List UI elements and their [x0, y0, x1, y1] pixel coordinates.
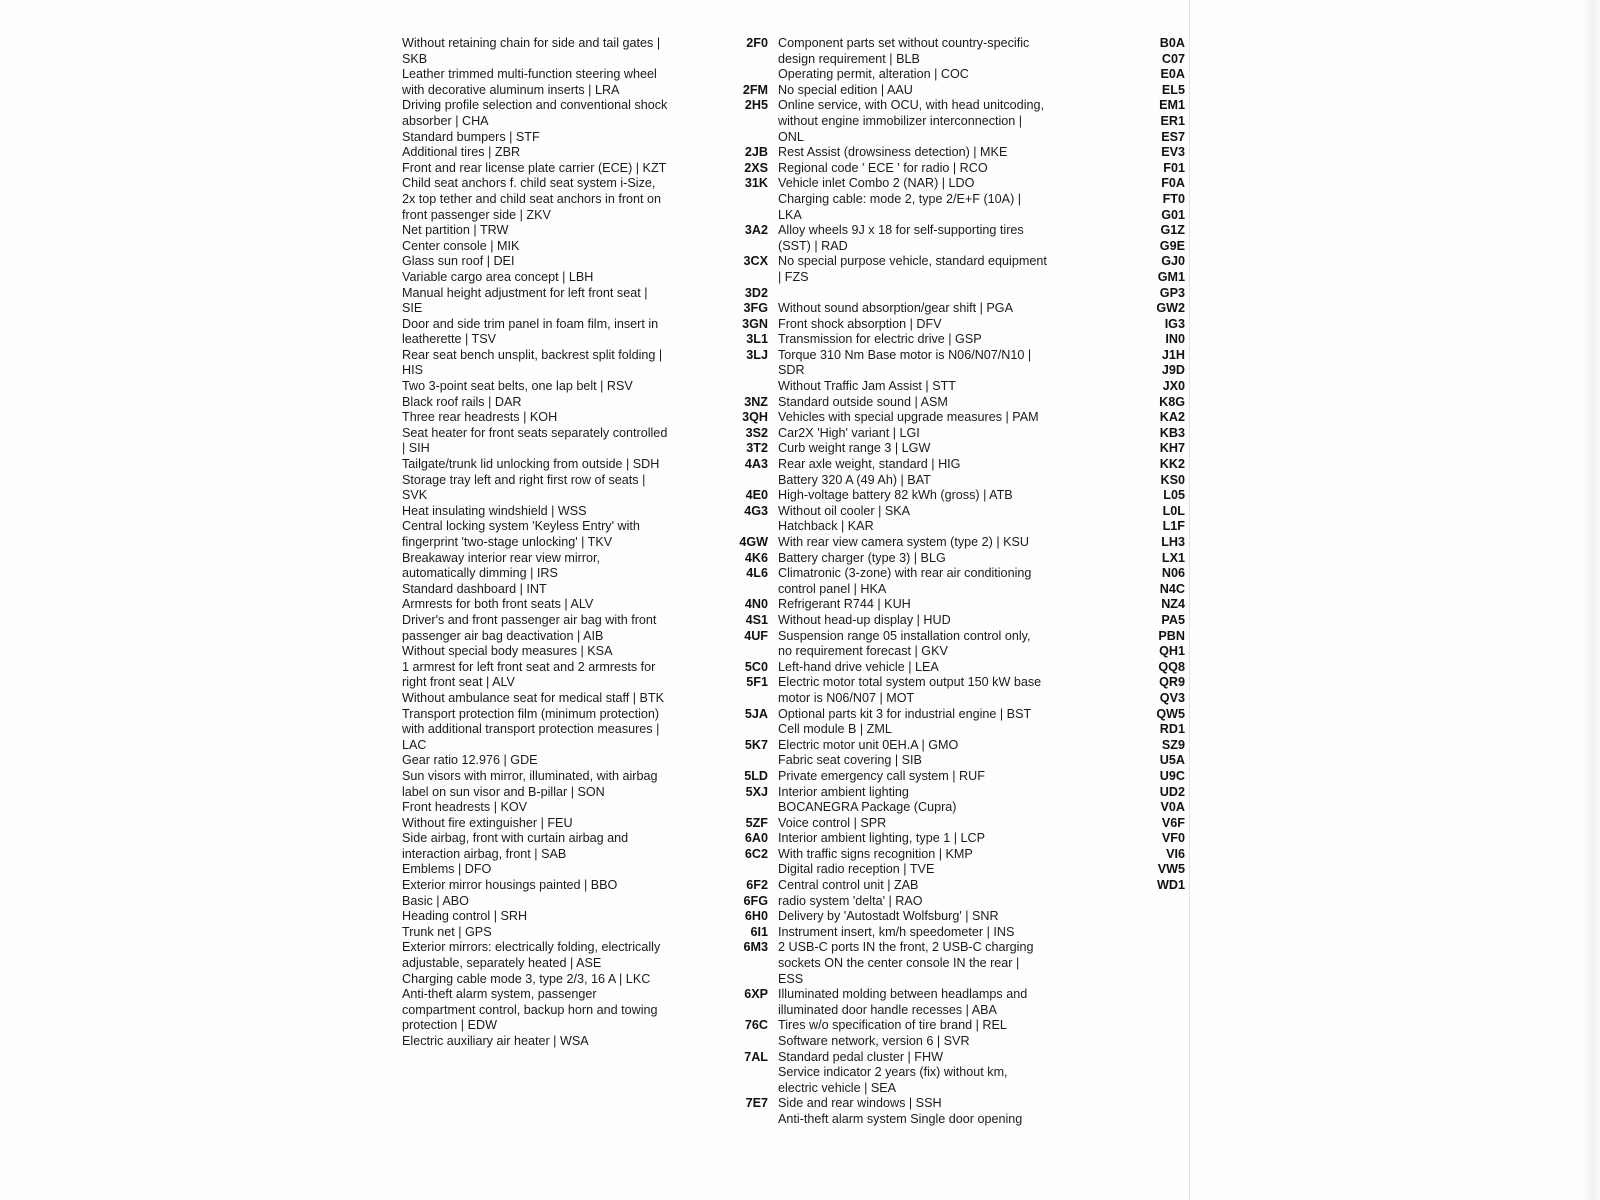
code-row	[732, 566, 1047, 597]
option-description: Vehicle inlet Combo 2 (NAR) | LDO	[778, 176, 975, 191]
option-description: Cell module B | ZML	[778, 722, 892, 737]
code-row	[732, 847, 1047, 863]
equipment-entry: Armrests for both front seats | ALV	[402, 597, 594, 612]
pr-code: LX1	[1161, 550, 1185, 565]
option-code: 76C	[744, 1018, 768, 1033]
option-code: 3L1	[746, 332, 768, 347]
option-code: 4A3	[744, 457, 768, 472]
equipment-entry: 1 armrest for left front seat and 2 armrests for right front seat | ALV	[402, 659, 656, 690]
pr-code: GP3	[1159, 285, 1185, 300]
pr-code: QH1	[1159, 644, 1185, 659]
pr-code: GM1	[1157, 269, 1185, 284]
option-description: Without oil cooler | SKA	[778, 503, 911, 518]
equipment-entry: Charging cable mode 3, type 2/3, 16 A | LKC	[402, 971, 651, 986]
code-row	[732, 909, 1047, 925]
option-description: Digital radio reception | TVE	[778, 862, 935, 877]
code-row	[732, 597, 1047, 613]
option-description: Central control unit | ZAB	[778, 878, 919, 893]
option-description: Instrument insert, km/h speedometer | INS	[778, 924, 1015, 939]
code-row	[732, 707, 1047, 723]
code-row	[732, 551, 1047, 567]
option-code: 3S2	[745, 425, 768, 440]
code-row	[732, 1065, 1047, 1096]
equipment-entry: Gear ratio 12.976 | GDE	[402, 753, 538, 768]
code-row	[732, 161, 1047, 177]
pr-code: U5A	[1159, 753, 1185, 768]
equipment-entry: Standard bumpers | STF	[402, 129, 540, 144]
pr-code: EL5	[1161, 82, 1185, 97]
code-row	[732, 629, 1047, 660]
code-row	[732, 395, 1047, 411]
pr-code: FT0	[1162, 191, 1185, 206]
pr-code: G1Z	[1160, 223, 1185, 238]
option-code: 2H5	[744, 98, 768, 113]
equipment-entry: Child seat anchors f. child seat system i-Size, 2x top tether and child seat anchors in front on front passenger side | ZKV	[402, 176, 662, 222]
pr-code: EV3	[1161, 145, 1185, 160]
option-description: Software network, version 6 | SVR	[778, 1034, 970, 1048]
option-description: High-voltage battery 82 kWh (gross) | ATB	[778, 488, 1013, 503]
pr-code: VF0	[1161, 831, 1185, 846]
option-code: 6FG	[743, 893, 768, 908]
code-row	[732, 488, 1047, 504]
option-code: 6XP	[744, 987, 768, 1002]
pr-code: IN0	[1165, 332, 1185, 347]
code-row	[732, 940, 1047, 987]
option-description: Torque 310 Nm Base motor is N06/N07/N10 | SDR	[778, 347, 1032, 378]
option-description: Interior ambient lighting, type 1 | LCP	[778, 831, 985, 846]
option-code: 5C0	[744, 659, 768, 674]
code-row	[732, 925, 1047, 941]
option-code: 2XS	[744, 160, 768, 175]
option-description: Side and rear windows | SSH	[778, 1096, 942, 1111]
pr-code: B0A	[1159, 36, 1185, 50]
code-row	[732, 1050, 1047, 1066]
option-description: Illuminated molding between headlamps and illuminated door handle recesses | ABA	[778, 987, 1028, 1017]
equipment-entry: Tailgate/trunk lid unlocking from outside | SDH	[402, 457, 660, 472]
option-description: radio system 'delta' | RAO	[778, 893, 923, 908]
equipment-description-column	[402, 36, 670, 1050]
code-row	[732, 660, 1047, 676]
code-row	[732, 1096, 1047, 1112]
option-description: Service indicator 2 years (fix) without km, electric vehicle | SEA	[778, 1065, 1008, 1095]
option-description: Online service, with OCU, with head unitcoding, without engine immobilizer interconnection | ONL	[778, 98, 1044, 144]
option-code: 4N0	[744, 597, 768, 612]
pr-code: G9E	[1159, 238, 1185, 253]
equipment-entry: Without ambulance seat for medical staff | BTK	[402, 690, 665, 705]
option-description: Private emergency call system | RUF	[778, 768, 985, 783]
equipment-entry: Center console | MIK	[402, 238, 520, 253]
option-description: Suspension range 05 installation control only, no requirement forecast | GKV	[778, 628, 1031, 659]
code-row	[732, 145, 1047, 161]
option-description: Tires w/o specification of tire brand | REL	[778, 1018, 1007, 1033]
option-code: 3T2	[746, 441, 768, 456]
pr-code: EM1	[1159, 98, 1185, 113]
code-row	[732, 410, 1047, 426]
equipment-entry: Central locking system 'Keyless Entry' with fingerprint 'two-stage unlocking' | TKV	[402, 519, 640, 549]
code-row	[732, 286, 1047, 302]
code-row	[732, 738, 1047, 754]
option-code: 3CX	[743, 254, 768, 269]
pr-code: F0A	[1161, 176, 1185, 191]
code-row	[732, 535, 1047, 551]
option-code: 6F2	[746, 878, 768, 893]
code-row	[732, 769, 1047, 785]
code-row	[732, 1034, 1047, 1050]
option-code: 6I1	[750, 924, 768, 939]
pr-code: V6F	[1161, 815, 1185, 830]
pr-code: JX0	[1162, 379, 1185, 394]
pr-code: G01	[1161, 207, 1185, 222]
code-row	[732, 348, 1047, 379]
option-description	[778, 286, 1047, 302]
option-code: 5JA	[744, 706, 768, 721]
code-row	[732, 98, 1047, 145]
pr-code: ER1	[1160, 113, 1185, 128]
code-row	[732, 878, 1047, 894]
pr-code: SZ9	[1161, 737, 1185, 752]
option-description: Optional parts kit 3 for industrial engine | BST	[778, 706, 1032, 721]
pr-code: GW2	[1156, 301, 1185, 316]
option-description: Hatchback | KAR	[778, 519, 874, 534]
equipment-entry: Manual height adjustment for left front seat | SIE	[402, 285, 648, 316]
option-code: 6H0	[744, 909, 768, 924]
option-code: 6A0	[744, 831, 768, 846]
code-row	[732, 379, 1047, 395]
pr-code: L1F	[1162, 519, 1185, 534]
pr-code: J9D	[1161, 363, 1185, 378]
equipment-entry: Exterior mirrors: electrically folding, electrically adjustable, separately heated | ASE	[402, 940, 661, 971]
option-description: Front shock absorption | DFV	[778, 316, 942, 331]
pr-code: QW5	[1156, 706, 1185, 721]
pr-code: N4C	[1159, 581, 1185, 596]
pr-code: IG3	[1164, 316, 1185, 331]
option-description: Voice control | SPR	[778, 815, 887, 830]
option-description: Car2X 'High' variant | LGI	[778, 425, 920, 440]
equipment-entry: Glass sun roof | DEI	[402, 254, 515, 269]
code-row	[732, 317, 1047, 333]
pr-code: WD1	[1157, 878, 1185, 893]
equipment-entry: Heat insulating windshield | WSS	[402, 503, 587, 518]
code-row	[732, 987, 1047, 1018]
pr-code: LH3	[1161, 535, 1185, 549]
option-description: No special edition | AAU	[778, 82, 913, 97]
equipment-entry: Net partition | TRW	[402, 223, 509, 238]
option-description: Rear axle weight, standard | HIG	[778, 457, 961, 472]
scan-edge	[1582, 0, 1600, 1200]
pr-code: KA2	[1159, 410, 1185, 425]
pr-code: QR9	[1159, 675, 1185, 690]
code-row	[732, 800, 1047, 816]
pr-code: K8G	[1159, 394, 1185, 409]
option-description: Charging cable: mode 2, type 2/E+F (10A) | LKA	[778, 191, 1022, 222]
code-row	[732, 426, 1047, 442]
option-description: No special purpose vehicle, standard equipment | FZS	[778, 254, 1047, 284]
equipment-entry: Black roof rails | DAR	[402, 394, 522, 409]
code-row	[732, 722, 1047, 738]
code-row	[732, 473, 1047, 489]
pr-code: KS0	[1160, 472, 1185, 487]
option-code: 4GW	[739, 535, 768, 549]
equipment-entry: Sun visors with mirror, illuminated, with airbag label on sun visor and B-pillar | SON	[402, 768, 658, 799]
option-description: Climatronic (3-zone) with rear air conditioning control panel | HKA	[778, 566, 1032, 596]
equipment-entry: Side airbag, front with curtain airbag and interaction airbag, front | SAB	[402, 831, 629, 861]
equipment-entry: Without special body measures | KSA	[402, 644, 613, 659]
code-list-column	[1117, 36, 1185, 894]
equipment-entry: Storage tray left and right first row of seats | SVK	[402, 472, 646, 503]
pr-code: L0L	[1162, 503, 1185, 518]
option-code: 4L6	[746, 566, 768, 581]
option-description: Component parts set without country-specific design requirement | BLB	[778, 36, 1030, 66]
equipment-entry: Exterior mirror housings painted | BBO	[402, 878, 618, 893]
option-code: 3LJ	[746, 347, 768, 362]
code-row	[732, 36, 1047, 67]
option-code: 3A2	[744, 223, 768, 238]
option-code: 2F0	[746, 36, 768, 50]
option-code: 4E0	[745, 488, 768, 503]
option-description: BOCANEGRA Package (Cupra)	[778, 800, 957, 815]
pr-code: VW5	[1157, 862, 1185, 877]
equipment-entry: Two 3-point seat belts, one lap belt | RSV	[402, 379, 633, 394]
option-code: 3D2	[744, 285, 768, 300]
code-description-table	[732, 36, 1047, 1128]
equipment-entry: Variable cargo area concept | LBH	[402, 269, 594, 284]
equipment-entry: Driving profile selection and conventional shock absorber | CHA	[402, 98, 668, 128]
option-description: Interior ambient lighting	[778, 784, 909, 799]
option-description: Standard outside sound | ASM	[778, 394, 948, 409]
option-description: Curb weight range 3 | LGW	[778, 441, 931, 456]
code-row	[732, 83, 1047, 99]
equipment-entry: Front headrests | KOV	[402, 800, 528, 815]
pr-code: KB3	[1159, 425, 1185, 440]
option-description: Regional code ' ECE ' for radio | RCO	[778, 160, 988, 175]
code-row	[732, 894, 1047, 910]
option-code: 3GN	[742, 316, 768, 331]
equipment-entry: Three rear headrests | KOH	[402, 410, 558, 425]
option-description: Battery 320 A (49 Ah) | BAT	[778, 472, 931, 487]
equipment-entry: Seat heater for front seats separately controlled | SIH	[402, 425, 668, 456]
option-description: Left-hand drive vehicle | LEA	[778, 659, 939, 674]
option-description: Electric motor total system output 150 kW base motor is N06/N07 | MOT	[778, 675, 1042, 705]
pr-code: L05	[1163, 488, 1185, 503]
equipment-entry: Standard dashboard | INT	[402, 581, 547, 596]
pr-code: KK2	[1159, 457, 1185, 472]
option-description: Battery charger (type 3) | BLG	[778, 550, 946, 565]
pr-code: N06	[1161, 566, 1185, 581]
pr-code: NZ4	[1161, 597, 1185, 612]
code-row	[732, 441, 1047, 457]
option-code: 7E7	[745, 1096, 768, 1111]
equipment-entry: Without fire extinguisher | FEU	[402, 815, 573, 830]
code-row	[732, 831, 1047, 847]
pr-code: U9C	[1159, 768, 1185, 783]
pr-code: QQ8	[1158, 659, 1185, 674]
option-code: 7AL	[744, 1049, 768, 1064]
option-description: Transmission for electric drive | GSP	[778, 332, 982, 347]
option-description: With traffic signs recognition | KMP	[778, 846, 973, 861]
option-description: Anti-theft alarm system Single door opening	[778, 1111, 1023, 1126]
option-description: Operating permit, alteration | COC	[778, 67, 969, 82]
equipment-entry: Door and side trim panel in foam film, insert in leatherette | TSV	[402, 316, 659, 347]
option-code: 2FM	[742, 82, 768, 97]
equipment-entry: Additional tires | ZBR	[402, 145, 521, 160]
equipment-entry: Rear seat bench unsplit, backrest split folding | HIS	[402, 347, 663, 378]
code-row	[732, 785, 1047, 801]
equipment-entry: Driver's and front passenger air bag with front passenger air bag deactivation | AIB	[402, 612, 657, 643]
pr-code: PA5	[1161, 612, 1185, 627]
code-row	[732, 176, 1047, 192]
option-description: Electric motor unit 0EH.A | GMO	[778, 737, 959, 752]
option-description: Without Traffic Jam Assist | STT	[778, 379, 956, 394]
equipment-entry: Electric auxiliary air heater | WSA	[402, 1034, 589, 1048]
option-code: 6C2	[744, 846, 768, 861]
pr-code: V0A	[1160, 800, 1185, 815]
code-row	[732, 223, 1047, 254]
option-code: 5F1	[746, 675, 768, 690]
code-row	[732, 67, 1047, 83]
option-description: Rest Assist (drowsiness detection) | MKE	[778, 145, 1008, 160]
pr-code: KH7	[1159, 441, 1185, 456]
code-row	[732, 613, 1047, 629]
option-code: 31K	[744, 176, 768, 191]
equipment-entry: Basic | ABO	[402, 893, 469, 908]
code-row	[732, 254, 1047, 285]
code-row	[732, 192, 1047, 223]
code-row	[732, 675, 1047, 706]
equipment-entry: Transport protection film (minimum protection) with additional transport protection measures | LAC	[402, 706, 660, 752]
option-code: 3NZ	[744, 394, 768, 409]
code-row	[732, 457, 1047, 473]
code-row	[732, 301, 1047, 317]
option-code: 5K7	[744, 737, 768, 752]
pr-code: ES7	[1161, 129, 1185, 144]
option-description: Delivery by 'Autostadt Wolfsburg' | SNR	[778, 909, 999, 924]
option-code: 6M3	[743, 940, 768, 955]
option-code: 4G3	[744, 503, 768, 518]
option-code: 2JB	[744, 145, 768, 160]
option-code: 4S1	[745, 612, 768, 627]
option-description: 2 USB-C ports IN the front, 2 USB-C charging sockets ON the center console IN the rear | ESS	[778, 940, 1034, 986]
code-row	[732, 753, 1047, 769]
pr-code: UD2	[1159, 784, 1185, 799]
pr-code: GJ0	[1161, 254, 1185, 269]
pr-code: C07	[1161, 51, 1185, 66]
pr-code: J1H	[1161, 347, 1185, 362]
option-description: Standard pedal cluster | FHW	[778, 1049, 943, 1064]
equipment-entry: Trunk net | GPS	[402, 924, 492, 939]
option-description: With rear view camera system (type 2) | KSU	[778, 535, 1030, 549]
option-code: 5ZF	[745, 815, 768, 830]
equipment-entry: Leather trimmed multi-function steering wheel with decorative aluminum inserts | LRA	[402, 67, 657, 97]
code-row	[732, 816, 1047, 832]
option-code: 3QH	[742, 410, 768, 425]
option-code: 4K6	[744, 550, 768, 565]
code-row	[732, 1018, 1047, 1034]
pr-code: F01	[1163, 160, 1185, 175]
option-description: Alloy wheels 9J x 18 for self-supporting tires (SST) | RAD	[778, 223, 1024, 253]
option-description: Without head-up display | HUD	[778, 612, 951, 627]
option-description: Refrigerant R744 | KUH	[778, 597, 911, 612]
option-code: 4UF	[744, 628, 768, 643]
option-code: 5LD	[744, 768, 768, 783]
option-description: Without sound absorption/gear shift | PGA	[778, 301, 1013, 316]
pr-code: PBN	[1158, 628, 1185, 643]
pr-code: E0A	[1160, 67, 1185, 82]
option-description: Vehicles with special upgrade measures | PAM	[778, 410, 1039, 425]
pr-code: QV3	[1159, 690, 1185, 705]
pr-code: VI6	[1166, 846, 1185, 861]
pr-code: RD1	[1159, 722, 1185, 737]
equipment-entry: Without retaining chain for side and tail gates | SKB	[402, 36, 661, 66]
equipment-entry: Emblems | DFO	[402, 862, 492, 877]
code-row	[732, 332, 1047, 348]
code-row	[732, 862, 1047, 878]
equipment-entry: Heading control | SRH	[402, 909, 528, 924]
equipment-entry: Anti-theft alarm system, passenger compartment control, backup horn and towing protection | EDW	[402, 987, 658, 1033]
code-row	[732, 504, 1047, 520]
document-content	[402, 36, 1462, 1128]
option-code: 3FG	[743, 301, 768, 316]
code-row	[732, 519, 1047, 535]
equipment-entry: Front and rear license plate carrier (ECE) | KZT	[402, 160, 667, 175]
code-row	[732, 1112, 1047, 1128]
option-code: 5XJ	[745, 784, 768, 799]
option-description: Fabric seat covering | SIB	[778, 753, 922, 768]
equipment-entry: Breakaway interior rear view mirror, automatically dimming | IRS	[402, 550, 601, 581]
